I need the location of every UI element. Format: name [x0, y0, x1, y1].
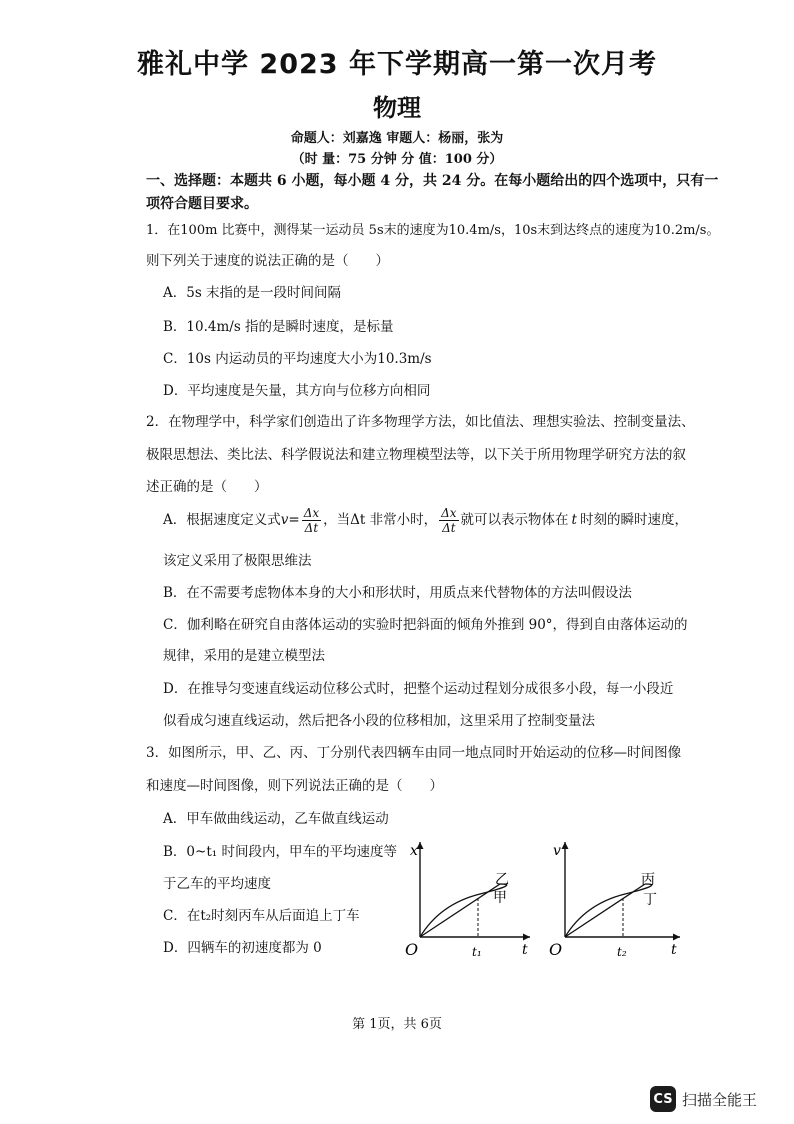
equals-sign: =: [288, 512, 300, 528]
q1-stem-line2: 则下列关于速度的说法正确的是（ ）: [146, 253, 389, 269]
q2-option-a-mid: ，当Δt 非常小时，: [323, 512, 438, 528]
vt-x-label: t: [671, 942, 677, 958]
q1-option-a: A．5s 末指的是一段时间间隔: [163, 285, 342, 301]
vt-y-label: v: [553, 843, 561, 859]
scanner-app-name: 扫描全能王: [682, 1090, 758, 1109]
q2-option-b: B．在不需要考虑物体本身的大小和形状时，用质点来代替物体的方法叫假设法: [163, 585, 632, 601]
q3-option-a: A．甲车做曲线运动，乙车做直线运动: [163, 811, 389, 827]
velocity-symbol: v: [280, 512, 289, 528]
q2-option-a-prefix: A．根据速度定义式: [163, 512, 281, 528]
section-heading-line2: 项符合题目要求。: [146, 196, 258, 212]
camscanner-logo-icon: CS: [650, 1086, 676, 1112]
q2-option-a-line1: [163, 503, 688, 537]
vt-graph: [545, 832, 690, 962]
subject-title: 物理: [373, 94, 421, 122]
q3-option-b-line2: 于乙车的平均速度: [163, 876, 271, 892]
xt-tick-t1: t₁: [472, 945, 482, 959]
q3-stem-line1: 3．如图所示，甲、乙、丙、丁分别代表四辆车由同一地点同时开始运动的位移—时间图像: [146, 745, 682, 761]
q1-option-c: C．10s 内运动员的平均速度大小为10.3m/s: [163, 351, 432, 367]
xt-y-label: x: [410, 843, 418, 859]
xt-origin: O: [405, 940, 419, 959]
q3-option-c: C．在t₂时刻丙车从后面追上丁车: [163, 908, 360, 924]
section-heading-line1: 一、选择题：本题共 6 小题，每小题 4 分，共 24 分。在每小题给出的四个选项中，只有一: [146, 173, 719, 189]
xt-x-label: t: [522, 942, 528, 958]
fraction-denominator: Δt: [304, 520, 319, 535]
time-symbol: t: [571, 512, 577, 528]
q2-stem-line2: 极限思想法、类比法、科学假说法和建立物理模型法等，以下关于所用物理学研究方法的叙: [146, 447, 686, 463]
vt-label-bing: 丙: [641, 872, 655, 888]
vt-origin: O: [549, 940, 563, 959]
xt-label-yi: 乙: [495, 872, 509, 888]
q2-option-a-post: 就可以表示物体在: [460, 512, 569, 528]
time-score: （时 量：75 分钟 分 值：100 分）: [291, 152, 503, 167]
q3-stem-line2: 和速度—时间图像，则下列说法正确的是（ ）: [146, 778, 443, 794]
q3-option-d: D．四辆车的初速度都为 0: [163, 940, 322, 956]
q1-stem-line1: 1．在100m 比赛中，测得某一运动员 5s末的速度为10.4m/s，10s末到达终点的速度为10.2m/s。: [146, 223, 720, 238]
vt-y-arrow: [562, 842, 569, 849]
fraction-denominator: Δt: [442, 520, 456, 535]
q1-option-b: B．10.4m/s 指的是瞬时速度，是标量: [163, 319, 394, 335]
velocity-fraction-2: [439, 506, 458, 535]
velocity-fraction-1: [302, 506, 321, 535]
q2-option-d-line1: D．在推导匀变速直线运动位移公式时，把整个运动过程划分成很多小段，每一小段近: [163, 681, 674, 697]
q2-option-c-line2: 规律，采用的是建立模型法: [163, 648, 325, 664]
exam-title: 雅礼中学 2023 年下学期高一第一次月考: [137, 49, 657, 80]
q3-option-b-line1: B．0~t₁ 时间段内，甲车的平均速度等: [163, 844, 397, 860]
q2-option-a-line2: 该定义采用了极限思维法: [163, 553, 312, 569]
q2-option-c-line1: C．伽利略在研究自由落体运动的实验时把斜面的倾角外推到 90°，得到自由落体运动的: [163, 617, 688, 633]
xt-x-arrow: [523, 934, 530, 941]
xt-graph: [400, 832, 540, 962]
page-footer: 第 1页，共 6页: [352, 1017, 442, 1032]
fraction-numerator: Δx: [303, 505, 320, 520]
authors: 命题人：刘嘉逸 审题人：杨丽，张为: [290, 131, 504, 146]
fraction-numerator: Δx: [441, 505, 457, 520]
q2-option-d-line2: 似看成匀速直线运动，然后把各小段的位移相加，这里采用了控制变量法: [163, 713, 595, 729]
q1-option-d: D．平均速度是矢量，其方向与位移方向相同: [163, 383, 431, 399]
scanner-watermark: [650, 1086, 757, 1112]
q2-option-a-end: 时刻的瞬时速度，: [579, 512, 688, 528]
vt-label-ding: 丁: [643, 892, 657, 908]
q2-stem-line1: 2．在物理学中，科学家们创造出了许多物理学方法，如比值法、理想实验法、控制变量法、: [146, 414, 695, 430]
q2-stem-line3: 述正确的是（ ）: [146, 479, 268, 495]
vt-tick-t2: t₂: [617, 945, 627, 959]
xt-label-jia: 甲: [493, 890, 507, 906]
vt-x-arrow: [673, 934, 680, 941]
